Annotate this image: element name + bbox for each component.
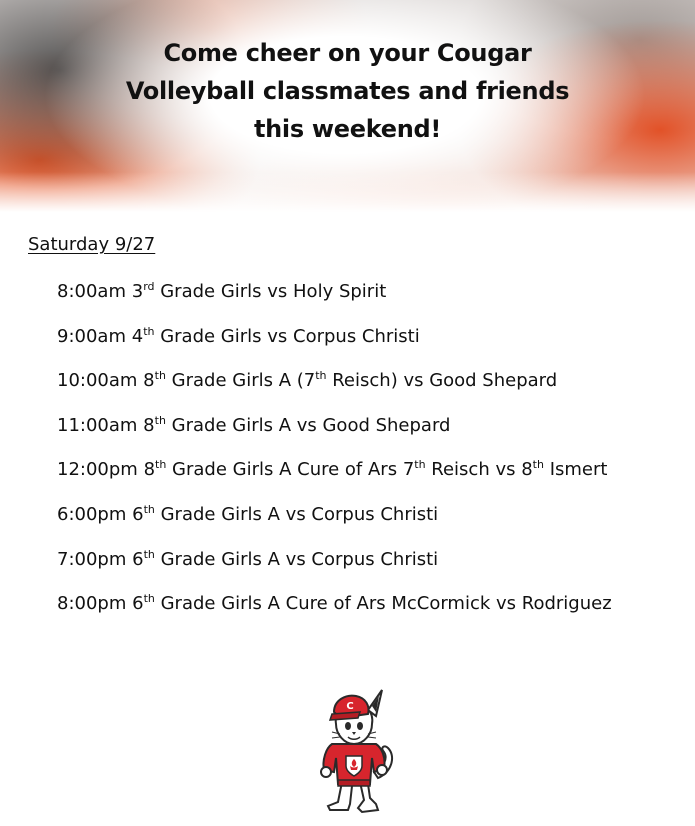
game-time: 7:00pm (57, 548, 127, 570)
game-text: Ismert (543, 459, 608, 481)
game-item (57, 501, 612, 546)
headline-line: Volleyball classmates and friends (125, 77, 570, 105)
grade-number: 8 (143, 414, 155, 436)
game-item (57, 367, 612, 412)
grade-number: 3 (131, 281, 144, 302)
game-text: Grade Girls A Cure of Ars McCormick vs Rodriguez (154, 593, 612, 615)
game-time: 10:00am (57, 370, 138, 392)
ordinal-suffix: th (143, 547, 155, 561)
grade-number: 6 (132, 548, 144, 570)
game-text: Grade Girls A vs Corpus Christi (154, 503, 439, 525)
game-description (132, 593, 612, 614)
game-time: 12:00pm (57, 459, 138, 481)
grade-number: 6 (132, 593, 144, 615)
grade-number: 8 (143, 370, 155, 392)
game-item (57, 456, 612, 501)
grade-number: 4 (131, 325, 144, 347)
game-text: Grade Girls vs Holy Spirit (154, 281, 387, 302)
game-description (132, 326, 420, 347)
game-schedule-list (57, 278, 612, 635)
grade-number: 7 (303, 370, 316, 392)
ordinal-suffix: th (315, 369, 327, 383)
ordinal-suffix: th (143, 502, 155, 516)
ordinal-suffix: th (414, 458, 426, 472)
ordinal-suffix: rd (143, 280, 155, 293)
game-description (143, 415, 450, 436)
game-text: Grade Girls A Cure of Ars (166, 459, 403, 481)
grade-number: 8 (521, 459, 533, 481)
game-text: Grade Girls A vs Corpus Christi (154, 548, 439, 570)
game-item (57, 412, 612, 457)
grade-number: 7 (402, 459, 415, 481)
game-text: Grade Girls vs Corpus Christi (154, 325, 420, 347)
ordinal-suffix: th (143, 592, 155, 606)
game-item (57, 323, 612, 368)
game-item (57, 278, 612, 323)
game-description (143, 370, 557, 391)
game-time: 8:00am (57, 281, 126, 302)
game-text: Grade Girls A ( (165, 370, 304, 392)
ordinal-suffix: th (154, 369, 166, 383)
grade-number: 8 (143, 459, 156, 481)
game-text: Grade Girls A vs Good Shepard (165, 414, 451, 436)
headline-line: Come cheer on your Cougar (163, 39, 532, 67)
ordinal-suffix: th (532, 458, 544, 472)
game-time: 6:00pm (57, 503, 127, 525)
day-heading: Saturday 9/27 (28, 234, 156, 255)
game-text: Reisch) vs Good Shepard (326, 370, 558, 392)
game-description (132, 549, 438, 570)
game-description (132, 281, 387, 302)
headline (0, 34, 695, 148)
game-time: 9:00am (57, 325, 126, 347)
game-item (57, 590, 612, 635)
ordinal-suffix: th (154, 413, 166, 427)
game-item (57, 546, 612, 591)
cougar-mascot-icon (304, 686, 404, 816)
headline-line: this weekend! (253, 115, 442, 143)
game-description (144, 459, 608, 480)
game-text: Reisch vs (425, 459, 522, 481)
game-time: 11:00am (57, 414, 138, 436)
mascot-cap-letter: C (346, 701, 354, 712)
grade-number: 6 (132, 503, 144, 525)
game-description (132, 504, 438, 525)
ordinal-suffix: th (155, 458, 167, 472)
ordinal-suffix: th (143, 324, 155, 338)
game-time: 8:00pm (57, 593, 127, 615)
header-banner (0, 0, 695, 212)
